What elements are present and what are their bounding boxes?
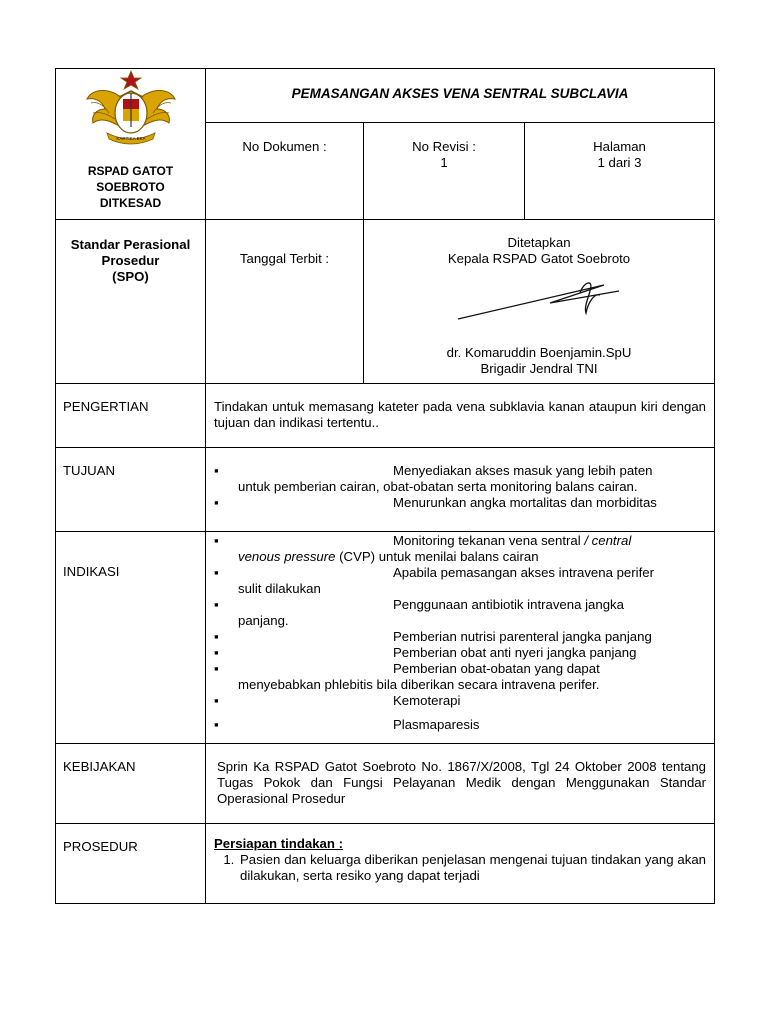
prosedur-content — [206, 824, 715, 904]
no-dokumen-cell — [206, 123, 364, 220]
prosedur-steps — [214, 852, 706, 884]
list-item: ▪ Plasmaparesis — [214, 717, 480, 732]
svg-text:KARTIKA EKA: KARTIKA EKA — [115, 136, 146, 141]
ditetapkan-text: Ditetapkan — [507, 235, 571, 250]
indikasi-list — [214, 533, 706, 733]
section-label-indikasi: INDIKASI — [56, 532, 206, 744]
pejabat-nama: dr. Komaruddin Boenjamin.SpU — [446, 345, 632, 360]
kebijakan-text: Sprin Ka RSPAD Gatot Soebroto No. 1867/X/2008, Tgl 24 Oktober 2008 tentang Tugas Pokok dan Fungsi Pelayanan Medik dengan Menggunakan Standar Operasional Prosedur — [206, 744, 715, 824]
spo-document-table — [55, 68, 715, 904]
spo-title-cell — [56, 220, 206, 384]
prosedur-heading: Persiapan tindakan : — [214, 836, 343, 851]
jabatan-text: Kepala RSPAD Gatot Soebroto — [447, 251, 631, 266]
no-revisi-cell — [364, 123, 525, 220]
list-item: ▪ Apabila pemasangan akses intravena perifer sulit dilakukan — [214, 565, 654, 596]
list-item: ▪ Menyediakan akses masuk yang lebih paten untuk pemberian cairan, obat-obatan serta monitoring balans cairan. — [214, 463, 653, 494]
tujuan-content — [206, 448, 715, 532]
org-line: RSPAD GATOT — [87, 164, 174, 178]
signature-cell — [364, 220, 715, 384]
header-logo-cell — [56, 69, 206, 220]
kartika-eka-emblem — [83, 69, 179, 149]
list-item: 1. Pasien dan keluarga diberikan penjelasan mengenai tujuan tindakan yang akan dilakukan, serta resiko yang dapat terjadi — [238, 852, 706, 884]
spo-line: Standar Perasional — [70, 237, 191, 252]
halaman-label: Halaman — [593, 139, 646, 154]
section-label-tujuan: TUJUAN — [56, 448, 206, 532]
document-title: PEMASANGAN AKSES VENA SENTRAL SUBCLAVIA — [206, 69, 715, 123]
list-item: ▪ Pemberian nutrisi parenteral jangka panjang — [214, 629, 652, 644]
handwritten-signature — [454, 273, 624, 323]
org-line: DITKESAD — [99, 196, 162, 210]
no-revisi-label: No Revisi : — [412, 139, 476, 154]
section-label-pengertian: PENGERTIAN — [56, 384, 206, 448]
tanggal-terbit-label: Tanggal Terbit : — [206, 220, 364, 384]
no-dokumen-label: No Dokumen : — [242, 139, 327, 154]
list-item: ▪ Menurunkan angka mortalitas dan morbiditas — [214, 495, 657, 510]
no-revisi-value: 1 — [440, 155, 448, 170]
list-item: ▪ Kemoterapi — [214, 693, 461, 708]
halaman-cell — [525, 123, 715, 220]
org-line: SOEBROTO — [96, 180, 165, 194]
spo-line: (SPO) — [112, 269, 149, 284]
list-item: ▪ Pemberian obat anti nyeri jangka panjang — [214, 645, 637, 660]
halaman-value: 1 dari 3 — [597, 155, 642, 170]
list-item: ▪ Monitoring tekanan vena sentral / central venous pressure (CVP) untuk menilai balans cairan — [214, 533, 632, 564]
pengertian-text: Tindakan untuk memasang kateter pada vena subklavia kanan ataupun kiri dengan tujuan dan indikasi tertentu.. — [206, 384, 715, 448]
organization-name — [56, 163, 205, 211]
spo-line: Prosedur — [101, 253, 160, 268]
section-label-kebijakan: KEBIJAKAN — [56, 744, 206, 824]
tujuan-list — [214, 463, 706, 511]
list-item: ▪ Penggunaan antibiotik intravena jangka panjang. — [214, 597, 624, 628]
list-item: ▪ Pemberian obat-obatan yang dapat menyebabkan phlebitis bila diberikan secara intravena perifer. — [214, 661, 600, 692]
section-label-prosedur: PROSEDUR — [56, 824, 206, 904]
pejabat-pangkat: Brigadir Jendral TNI — [480, 361, 598, 376]
indikasi-content — [206, 532, 715, 744]
